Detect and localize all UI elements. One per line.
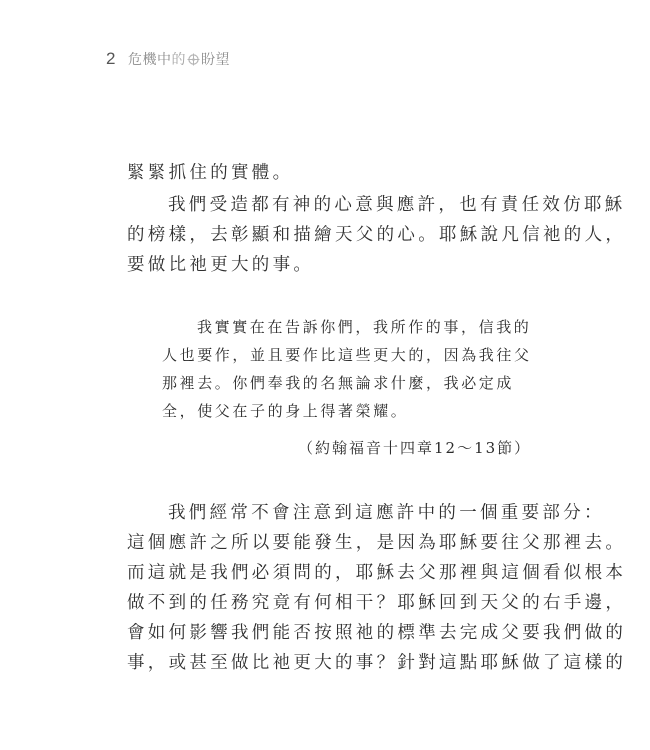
paragraph-body [127, 190, 627, 280]
quote-line: 人也要作，並且要作比這些更大的，因為我往父 [162, 346, 532, 364]
paragraph-body [127, 498, 627, 678]
text-line: 事，或甚至做比祂更大的事？針對這點耶穌做了這樣的 [127, 653, 627, 673]
text-line: 要做比祂更大的事。 [127, 255, 315, 275]
quote-line: 那裡去。你們奉我的名無論求什麼，我必定成 [162, 374, 515, 392]
quote-line: 全，使父在子的身上得著榮耀。 [162, 402, 409, 420]
page-number: 2 [106, 49, 116, 68]
paragraph [127, 158, 527, 188]
text-line: 做不到的任務究竟有何相干？耶穌回到天父的右手邊， [127, 593, 627, 613]
paragraph [127, 190, 627, 280]
running-header [106, 48, 230, 70]
scripture-citation: （約翰福音十四章12～13節） [298, 439, 532, 457]
text-line: 會如何影響我們能否按照祂的標準去完成父要我們做的 [127, 623, 627, 643]
text-line: 的榜樣，去彰顯和描繪天父的心。耶穌說凡信祂的人， [127, 225, 627, 245]
book-title-part: 盼望 [200, 52, 230, 68]
compass-icon [187, 53, 200, 66]
text-line: 我們經常不會注意到這應許中的一個重要部分： [168, 503, 605, 523]
quote-line: 我實實在在告訴你們，我所作的事，信我的 [197, 318, 532, 336]
book-title [128, 49, 230, 69]
text-line: 緊緊抓住的實體。 [127, 163, 294, 183]
paragraph-continuation [127, 158, 527, 188]
book-title-part: 的 [171, 52, 186, 68]
text-line: 這個應許之所以要能發生，是因為耶穌要往父那裡去。 [127, 533, 627, 553]
scripture-quote [162, 313, 532, 425]
paragraph [127, 498, 627, 678]
book-title-part: 危機中 [127, 52, 172, 68]
text-line: 我們受造都有神的心意與應許，也有責任效仿耶穌 [168, 195, 626, 215]
text-line: 而這就是我們必須問的，耶穌去父那裡與這個看似根本 [127, 563, 627, 583]
